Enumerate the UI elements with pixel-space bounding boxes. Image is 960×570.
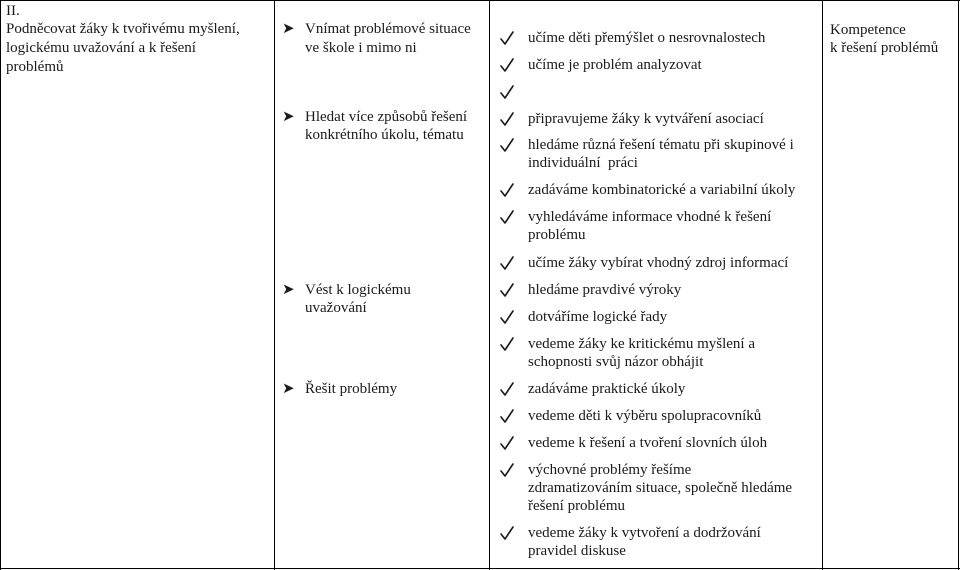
activity-line: připravujeme žáky k vytváření asociací [528, 111, 764, 127]
section-heading-line: Podněcovat žáky k tvořivému myšlení, [6, 21, 240, 37]
activity-line: vedeme žáky k vytvoření a dodržování [528, 525, 761, 541]
checkmark-icon [500, 136, 514, 154]
table-border-top [0, 0, 960, 1]
checkmark-icon [500, 254, 514, 272]
activity-line: schopnosti svůj názor obhájit [528, 354, 704, 370]
checkmark-icon [500, 461, 514, 479]
activity-line: pravidel diskuse [528, 543, 626, 559]
activity-line: individuální práci [528, 155, 638, 171]
goal-line: Řešit problémy [305, 381, 398, 397]
activity-line: vedeme k řešení a tvoření slovních úloh [528, 435, 768, 451]
checkmark-icon [500, 380, 514, 398]
competence-title-line: Kompetence [830, 22, 906, 38]
checkmark-icon [500, 208, 514, 226]
section-number: II. [6, 3, 20, 19]
activity-line: zadáváme kombinatorické a variabilní úkoly [528, 182, 796, 198]
column-divider-3 [822, 0, 823, 570]
section-heading-line: problémů [6, 59, 64, 75]
activity-line: řešení problému [528, 498, 626, 514]
activity-line: vedeme děti k výběru spolupracovníků [528, 408, 762, 424]
checkmark-icon [500, 524, 514, 542]
arrowhead-bullet-icon: ➤ [282, 381, 295, 397]
competence-title-line: k řešení problémů [830, 40, 939, 56]
checkmark-icon [500, 434, 514, 452]
arrowhead-bullet-icon: ➤ [282, 282, 295, 298]
goal-line: konkrétního úkolu, tématu [305, 127, 464, 143]
goal-line: uvažování [305, 300, 367, 316]
arrowhead-bullet-icon: ➤ [282, 109, 295, 125]
activity-line: vedeme žáky ke kritickému myšlení a [528, 336, 755, 352]
goal-line: Vést k logickému [305, 282, 411, 298]
goal-line: Vnímat problémové situace [305, 21, 471, 37]
goal-line: ve škole i mimo ni [305, 40, 417, 56]
activity-line: výchovné problémy řešíme [528, 462, 692, 478]
table-border-left [0, 0, 1, 570]
activity-line: učíme je problém analyzovat [528, 57, 702, 73]
checkmark-icon [500, 181, 514, 199]
section-heading-line: logickému uvažování a k řešení [6, 40, 196, 56]
activity-line: zadáváme praktické úkoly [528, 381, 686, 397]
checkmark-icon [500, 308, 514, 326]
table-border-bottom [0, 568, 960, 569]
activity-line: problému [528, 227, 586, 243]
checkmark-icon [500, 407, 514, 425]
activity-line: dotváříme logické řady [528, 309, 668, 325]
column-divider-2 [489, 0, 490, 570]
checkmark-icon [500, 110, 514, 128]
activity-line: vyhledáváme informace vhodné k řešení [528, 209, 772, 225]
checkmark-icon [500, 335, 514, 353]
checkmark-icon [500, 29, 514, 47]
goal-line: Hledat více způsobů řešení [305, 109, 468, 125]
checkmark-icon [500, 83, 514, 101]
activity-line: učíme žáky vybírat vhodný zdroj informací [528, 255, 789, 271]
column-divider-1 [274, 0, 275, 570]
arrowhead-bullet-icon: ➤ [282, 21, 295, 37]
activity-line: zdramatizováním situace, společně hledáme [528, 480, 793, 496]
activity-line: hledáme pravdivé výroky [528, 282, 682, 298]
checkmark-icon [500, 56, 514, 74]
checkmark-icon [500, 281, 514, 299]
activity-line: hledáme různá řešení tématu při skupinové i [528, 137, 794, 153]
table-border-right [958, 0, 959, 570]
activity-line: učíme děti přemýšlet o nesrovnalostech [528, 30, 766, 46]
